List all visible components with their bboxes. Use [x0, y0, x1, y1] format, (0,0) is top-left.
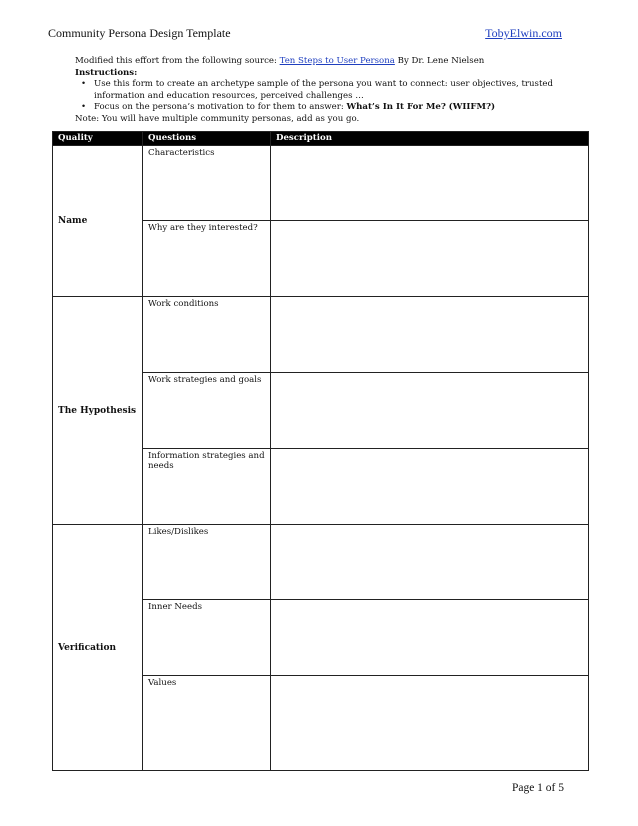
description-cell[interactable]	[271, 373, 589, 449]
header-questions: Questions	[143, 132, 271, 146]
question-cell: Inner Needs	[143, 600, 271, 676]
source-link[interactable]: Ten Steps to User Persona	[279, 56, 395, 66]
wiifm-abbrev: (WIIFM?)	[448, 102, 496, 112]
question-cell: Values	[143, 676, 271, 771]
question-cell: Likes/Dislikes	[143, 525, 271, 600]
source-prefix: Modified this effort from the following source:	[75, 56, 277, 66]
table-row	[53, 297, 589, 373]
site-link[interactable]: TobyElwin.com	[485, 26, 562, 40]
question-cell: Work strategies and goals	[143, 373, 271, 449]
description-cell[interactable]	[271, 146, 589, 221]
quality-hypothesis: The Hypothesis	[53, 297, 143, 525]
question-cell: Work conditions	[143, 297, 271, 373]
description-cell[interactable]	[271, 600, 589, 676]
table-row	[53, 146, 589, 221]
description-cell[interactable]	[271, 221, 589, 297]
question-cell: Information strategies and needs	[143, 449, 271, 525]
description-cell[interactable]	[271, 449, 589, 525]
wiifm-phrase: What’s In It For Me?	[346, 102, 446, 112]
source-suffix: By Dr. Lene Nielsen	[397, 56, 485, 66]
note-line: Note: You will have multiple community personas, add as you go.	[75, 113, 360, 124]
description-cell[interactable]	[271, 525, 589, 600]
header-description: Description	[271, 132, 589, 146]
table-header-row	[53, 132, 589, 146]
instructions-label: Instructions:	[75, 67, 138, 78]
table-row	[53, 525, 589, 600]
instruction-item: • Use this form to create an archetype sample of the persona you want to connect: user objectives, trusted information and education resources, perceived challenges …	[81, 79, 554, 101]
source-line	[75, 56, 575, 68]
instructions-list	[75, 79, 575, 114]
quality-name: Name	[53, 146, 143, 297]
description-cell[interactable]	[271, 297, 589, 373]
quality-verification: Verification	[53, 525, 143, 771]
header-quality: Quality	[53, 132, 143, 146]
bullet-icon: •	[81, 79, 87, 89]
page-number: Page 1 of 5	[511, 782, 564, 794]
document-title: Community Persona Design Template	[48, 26, 231, 40]
intro-block	[75, 56, 575, 125]
bullet-icon: •	[81, 102, 87, 112]
description-cell[interactable]	[271, 676, 589, 771]
instruction-item: • Focus on the persona’s motivation to for them to answer: What’s In It For Me? (WIIFM?)	[81, 102, 496, 112]
question-cell: Characteristics	[143, 146, 271, 221]
persona-table	[52, 131, 589, 771]
question-cell: Why are they interested?	[143, 221, 271, 297]
